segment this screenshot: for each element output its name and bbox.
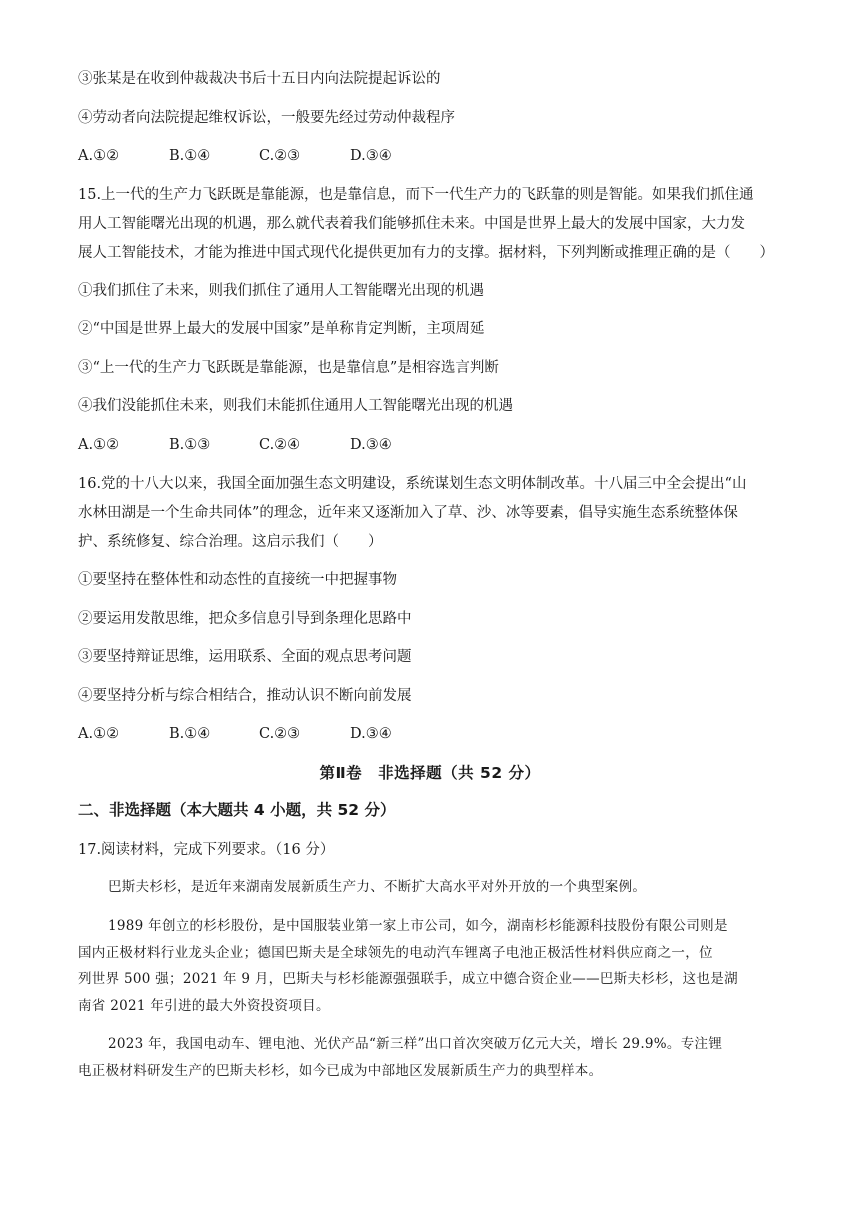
q17-paragraph-2-line-3: 列世界 500 强；2021 年 9 月，巴斯夫与杉杉能源强强联手，成立中德合资企业——巴斯夫杉杉，这也是湖 [78, 971, 738, 987]
q15-option-b[interactable]: B.①③ [169, 437, 211, 453]
q17-paragraph-2-line-2: 国内正极材料行业龙头企业；德国巴斯夫是全球领先的电动汽车锂离子电池正极活性材料供应商之一，位 [78, 945, 713, 961]
q16-item-4: ④要坚持分析与综合相结合，推动认识不断向前发展 [78, 688, 412, 704]
q15-stem-line-3: 展人工智能技术，才能为推进中国式现代化提供更加有力的支撑。据材料，下列判断或推理正确的是（ ） [78, 245, 774, 261]
q17-stem: 17.阅读材料，完成下列要求。（16 分） [78, 842, 335, 858]
q16-stem-line-3: 护、系统修复、综合治理。这启示我们（ ） [78, 534, 383, 550]
q15-item-1: ①我们抓住了未来，则我们抓住了通用人工智能曙光出现的机遇 [78, 283, 484, 299]
q16-option-a[interactable]: A.①② [78, 726, 120, 742]
q17-paragraph-1: 巴斯夫杉杉，是近年来湖南发展新质生产力、不断扩大高水平对外开放的一个典型案例。 [108, 879, 647, 895]
q17-paragraph-2-line-4: 南省 2021 年引进的最大外资投资项目。 [78, 998, 330, 1014]
q16-option-b[interactable]: B.①④ [169, 726, 211, 742]
q16-option-c[interactable]: C.②③ [259, 726, 301, 742]
q17-paragraph-2-line-1: 1989 年创立的杉杉股份，是中国服装业第一家上市公司，如今，湖南杉杉能源科技股份有限公司则是 [108, 918, 728, 934]
q16-stem-line-2: 水林田湖是一个生命共同体”的理念，近年来又逐渐加入了草、沙、冰等要素，倡导实施生态系统整体保 [78, 505, 738, 521]
q15-item-2: ②“中国是世界上最大的发展中国家”是单称肯定判断，主项周延 [78, 321, 485, 337]
q14-option-c[interactable]: C.②③ [259, 148, 301, 164]
q15-stem-line-1: 15.上一代的生产力飞跃既是靠能源，也是靠信息，而下一代生产力的飞跃靠的则是智能。如果我们抓住通 [78, 187, 754, 203]
q14-item-3: ③张某是在收到仲裁裁决书后十五日内向法院提起诉讼的 [78, 71, 441, 87]
q16-stem-line-1: 16.党的十八大以来，我国全面加强生态文明建设，系统谋划生态文明体制改革。十八届三中全会提出“山 [78, 476, 747, 492]
q15-item-4: ④我们没能抓住未来，则我们未能抓住通用人工智能曙光出现的机遇 [78, 398, 513, 414]
q14-option-a[interactable]: A.①② [78, 148, 120, 164]
q17-paragraph-3-line-1: 2023 年，我国电动车、锂电池、光伏产品“新三样”出口首次突破万亿元大关，增长 29.9%。专注锂 [108, 1036, 723, 1052]
q15-option-a[interactable]: A.①② [78, 437, 120, 453]
section-heading: 二、非选择题（本大题共 4 小题，共 52 分） [78, 801, 396, 819]
q16-item-2: ②要运用发散思维，把众多信息引导到条理化思路中 [78, 611, 412, 627]
q15-item-3: ③“上一代的生产力飞跃既是靠能源，也是靠信息”是相容选言判断 [78, 360, 499, 376]
q16-item-1: ①要坚持在整体性和动态性的直接统一中把握事物 [78, 572, 397, 588]
q15-stem-line-2: 用人工智能曙光出现的机遇，那么就代表着我们能够抓住未来。中国是世界上最大的发展中国家，大力发 [78, 216, 745, 232]
q16-item-3: ③要坚持辩证思维，运用联系、全面的观点思考问题 [78, 649, 412, 665]
q15-option-d[interactable]: D.③④ [350, 437, 392, 453]
section-title: 第Ⅱ卷 非选择题（共 52 分） [319, 764, 541, 782]
q14-option-b[interactable]: B.①④ [169, 148, 211, 164]
q15-option-c[interactable]: C.②④ [259, 437, 301, 453]
q17-paragraph-3-line-2: 电正极材料研发生产的巴斯夫杉杉，如今已成为中部地区发展新质生产力的典型样本。 [78, 1063, 603, 1079]
q14-option-d[interactable]: D.③④ [350, 148, 392, 164]
q14-item-4: ④劳动者向法院提起维权诉讼，一般要先经过劳动仲裁程序 [78, 110, 455, 126]
q16-option-d[interactable]: D.③④ [350, 726, 392, 742]
